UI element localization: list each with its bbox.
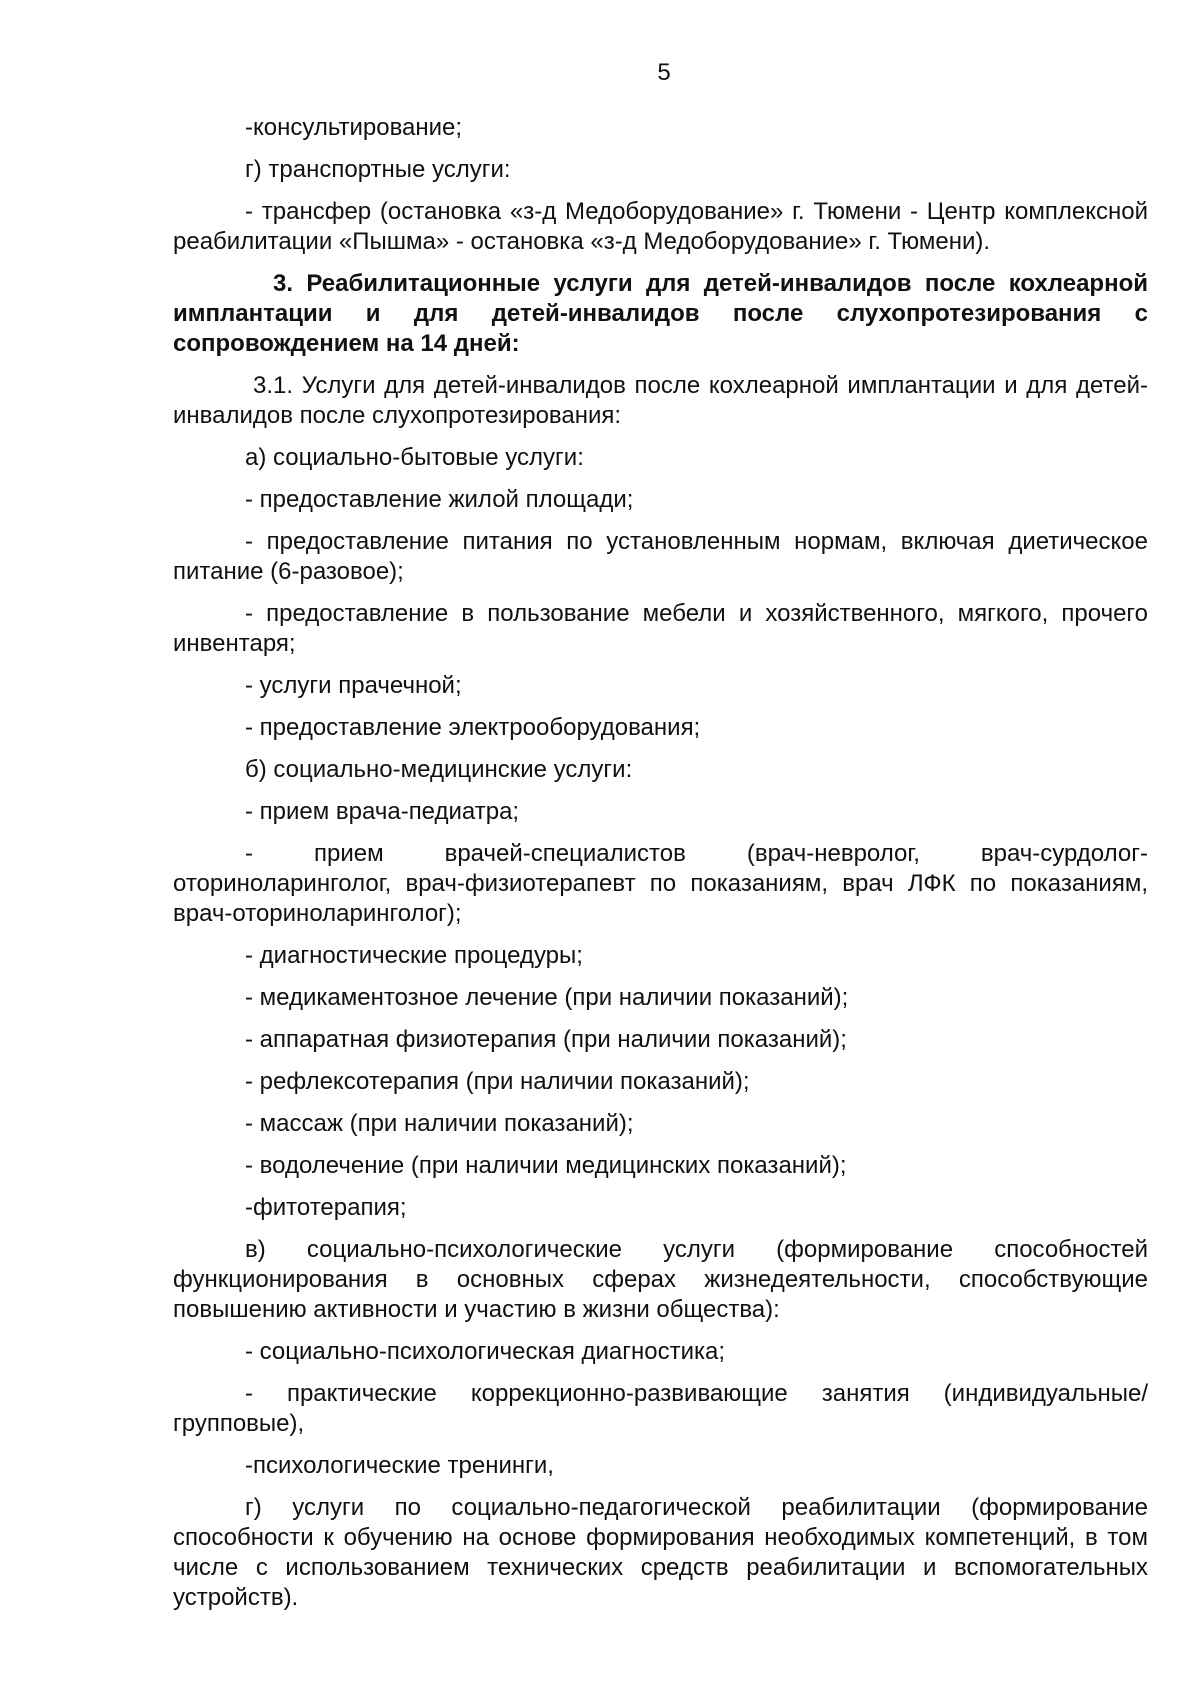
list-item-reflexotherapy: - рефлексотерапия (при наличии показаний); — [245, 1068, 750, 1095]
list-item-nutrition: - предоставление питания по установленным нормам, включая диетическое питание (6-разовое); — [173, 528, 1148, 585]
page-number: 5 — [657, 59, 671, 86]
list-item-medication: - медикаментозное лечение (при наличии показаний); — [245, 984, 849, 1011]
list-item-pediatrician: - прием врача-педиатра; — [245, 798, 520, 825]
list-item-correction-classes: - практические коррекционно-развивающие занятия (индивидуальные/групповые), — [173, 1380, 1148, 1437]
list-item-diagnostics: - диагностические процедуры; — [245, 942, 583, 969]
list-item-hydrotherapy: - водолечение (при наличии медицинских показаний); — [245, 1152, 847, 1179]
paragraph-social-psychological: в) социально-психологические услуги (формирование способностей функционирования в основных сферах жизнедеятельности, способствующие повышению активности и участию в жизни общества): — [173, 1236, 1148, 1323]
paragraph-social-pedagogical: г) услуги по социально-педагогической реабилитации (формирование способности к обучению на основе формирования необходимых компетенций, в том числе с использованием технических средств реабилитации и вспомогательных устройств). — [173, 1494, 1148, 1611]
list-item-phytotherapy: -фитотерапия; — [245, 1194, 407, 1221]
paragraph-social-medical: б) социально-медицинские услуги: — [245, 756, 633, 783]
paragraph-social-household: а) социально-бытовые услуги: — [245, 444, 584, 471]
paragraph-consulting: -консультирование; — [245, 114, 463, 141]
list-item-electrical: - предоставление электрооборудования; — [245, 714, 701, 741]
paragraph-transfer: - трансфер (остановка «з-д Медоборудование» г. Тюмени - Центр комплексной реабилитации «Пышма» - остановка «з-д Медоборудование» г. Тюмени). — [173, 198, 1148, 255]
list-item-physiotherapy: - аппаратная физиотерапия (при наличии показаний); — [245, 1026, 847, 1053]
list-item-living-space: - предоставление жилой площади; — [245, 486, 634, 513]
list-item-laundry: - услуги прачечной; — [245, 672, 462, 699]
list-item-massage: - массаж (при наличии показаний); — [245, 1110, 634, 1137]
list-item-furniture: - предоставление в пользование мебели и хозяйственного, мягкого, прочего инвентаря; — [173, 600, 1148, 657]
list-item-trainings: -психологические тренинги, — [245, 1452, 554, 1479]
list-item-psych-diagnostics: - социально-психологическая диагностика; — [245, 1338, 726, 1365]
paragraph-transport-heading: г) транспортные услуги: — [245, 156, 511, 183]
document-body — [173, 113, 1148, 1625]
section-heading: 3. Реабилитационные услуги для детей-инвалидов после кохлеарной имплантации и для детей-инвалидов после слухопротезирования с сопровождением на 14 дней: — [173, 270, 1148, 357]
subsection-3-1: 3.1. Услуги для детей-инвалидов после кохлеарной имплантации и для детей-инвалидов после слухопротезирования: — [173, 372, 1148, 429]
list-item-specialists: - прием врачей-специалистов (врач-невролог, врач-сурдолог-оториноларинголог, врач-физиотерапевт по показаниям, врач ЛФК по показаниям, врач-оториноларинголог); — [173, 840, 1148, 927]
